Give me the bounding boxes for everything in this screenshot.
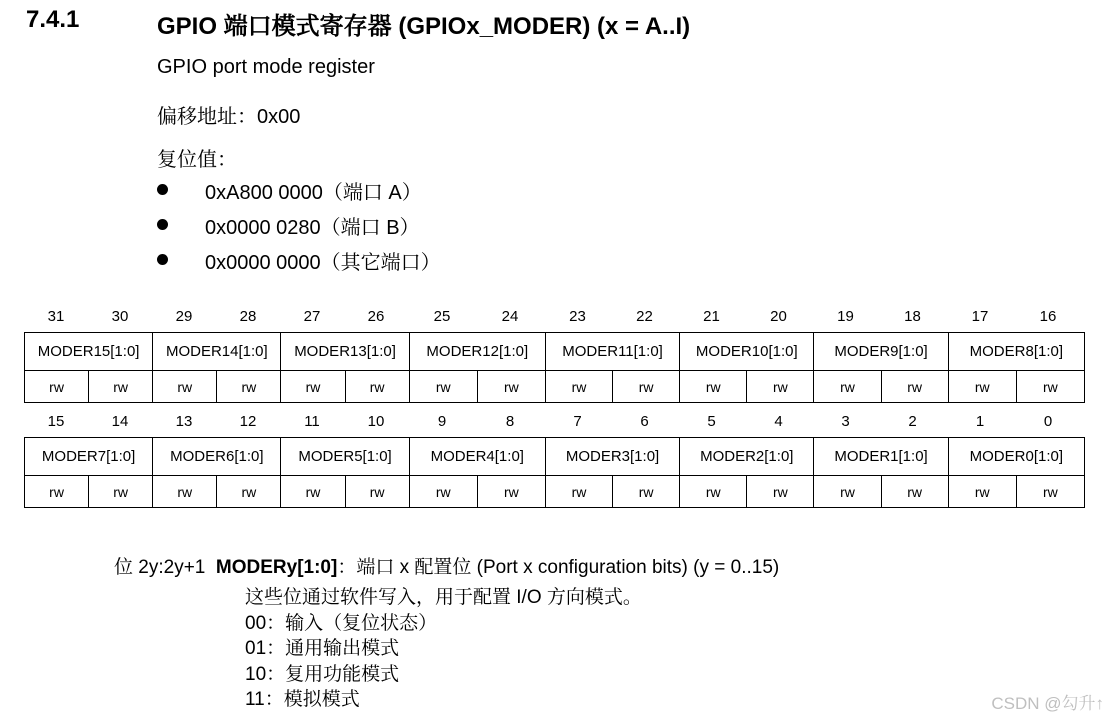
reset-value-item: 0x0000 0280（端口 B）: [205, 217, 420, 239]
bit-range: 位 2y:2y+1: [114, 557, 206, 578]
access-cell: rw: [881, 371, 948, 403]
bit-number: 20: [770, 308, 787, 325]
bit-number: 6: [640, 413, 649, 430]
access-cell: rw: [948, 371, 1016, 403]
access-cell: rw: [1016, 476, 1084, 508]
bit-number: 17: [971, 308, 989, 325]
access-cell: rw: [25, 371, 89, 403]
access-cell: rw: [153, 371, 217, 403]
access-cell: rw: [814, 371, 881, 403]
field-cell: MODER2[1:0]: [680, 438, 814, 476]
field-cell: MODER13[1:0]: [281, 333, 409, 371]
bit-number: 21: [703, 308, 720, 325]
field-cell: MODER15[1:0]: [25, 333, 153, 371]
access-row: [25, 371, 1085, 403]
access-cell: rw: [89, 371, 153, 403]
access-cell: rw: [25, 476, 89, 508]
access-cell: rw: [153, 476, 217, 508]
field-cell: MODER4[1:0]: [409, 438, 545, 476]
mode-option-line: 10：复用功能模式: [245, 664, 400, 685]
bit-number: 29: [175, 308, 193, 325]
description-line: 这些位通过软件写入，用于配置 I/O 方向模式。: [245, 587, 642, 608]
access-cell: rw: [477, 476, 545, 508]
field-cell: MODER6[1:0]: [153, 438, 281, 476]
bit-number: 26: [367, 308, 385, 325]
mode-option-line: 11：模拟模式: [245, 689, 360, 710]
bit-number: 27: [303, 308, 321, 325]
bit-number: 5: [707, 413, 716, 430]
access-cell: rw: [881, 476, 948, 508]
reset-value-label: 复位值：: [157, 149, 237, 171]
lower-bit-numbers: [24, 413, 1085, 435]
field-cell: MODER5[1:0]: [281, 438, 409, 476]
access-cell: rw: [747, 371, 814, 403]
field-cell: MODER9[1:0]: [814, 333, 948, 371]
access-cell: rw: [1016, 371, 1084, 403]
bit-number: 22: [636, 308, 653, 325]
mode-option-line: 00：输入（复位状态）: [245, 613, 438, 634]
bit-number: 7: [573, 413, 582, 430]
access-cell: rw: [217, 476, 281, 508]
bit-number: 16: [1039, 308, 1057, 325]
bullet-icon: [157, 184, 168, 195]
access-cell: rw: [680, 476, 747, 508]
access-row: [25, 476, 1085, 508]
bit-number: 3: [841, 413, 850, 430]
bit-number: 14: [111, 413, 129, 430]
access-cell: rw: [217, 371, 281, 403]
bit-number: 1: [975, 413, 985, 430]
section-title: GPIO 端口模式寄存器 (GPIOx_MODER) (x = A..I): [157, 13, 691, 40]
access-cell: rw: [281, 371, 345, 403]
bit-number: 8: [505, 413, 515, 430]
field-name: MODERy[1:0]: [215, 557, 338, 578]
field-description: ：端口 x 配置位 (Port x configuration bits) (y = 0..15): [337, 557, 780, 578]
access-cell: rw: [89, 476, 153, 508]
field-cell: MODER11[1:0]: [545, 333, 679, 371]
field-cell: MODER3[1:0]: [545, 438, 679, 476]
access-cell: rw: [545, 371, 612, 403]
access-cell: rw: [747, 476, 814, 508]
access-cell: rw: [345, 476, 409, 508]
bit-description-heading: [114, 552, 779, 579]
bit-number: 28: [239, 308, 257, 325]
access-cell: rw: [409, 476, 477, 508]
reset-value-item: 0x0000 0000（其它端口）: [205, 252, 441, 274]
bit-number: 13: [175, 413, 193, 430]
field-name-row: [25, 438, 1085, 476]
access-cell: rw: [948, 476, 1016, 508]
field-cell: MODER1[1:0]: [814, 438, 948, 476]
bullet-icon: [157, 254, 168, 265]
bit-number: 11: [304, 413, 320, 430]
bit-number: 2: [908, 413, 917, 430]
bit-number: 25: [433, 308, 451, 325]
watermark: CSDN @勾升↑: [991, 694, 1104, 713]
bit-number: 18: [904, 308, 921, 325]
field-cell: MODER7[1:0]: [25, 438, 153, 476]
bit-number: 30: [111, 308, 129, 325]
field-cell: MODER0[1:0]: [948, 438, 1084, 476]
access-cell: rw: [814, 476, 881, 508]
offset-address: 偏移地址：0x00: [157, 106, 301, 128]
mode-option-line: 01：通用输出模式: [245, 638, 400, 659]
bit-number: 9: [437, 413, 447, 430]
register-subtitle: GPIO port mode register: [157, 56, 375, 78]
field-name-row: [25, 333, 1085, 371]
field-cell: MODER12[1:0]: [409, 333, 545, 371]
register-map-upper: [24, 332, 1085, 403]
bit-number: 31: [47, 308, 65, 325]
access-cell: rw: [613, 371, 680, 403]
bit-number: 19: [837, 308, 854, 325]
bit-number: 15: [47, 413, 65, 430]
section-number: 7.4.1: [26, 6, 80, 33]
access-cell: rw: [613, 476, 680, 508]
bit-number: 12: [239, 413, 257, 430]
access-cell: rw: [281, 476, 345, 508]
access-cell: rw: [680, 371, 747, 403]
register-map-lower: [24, 437, 1085, 508]
bit-number: 24: [501, 308, 519, 325]
field-cell: MODER8[1:0]: [948, 333, 1084, 371]
bit-number: 10: [367, 413, 385, 430]
bit-number: 23: [569, 308, 586, 325]
access-cell: rw: [409, 371, 477, 403]
bit-number: 4: [774, 413, 783, 430]
bullet-icon: [157, 219, 168, 230]
access-cell: rw: [345, 371, 409, 403]
field-cell: MODER14[1:0]: [153, 333, 281, 371]
access-cell: rw: [545, 476, 612, 508]
upper-bit-numbers: [24, 308, 1085, 330]
bit-number: 0: [1043, 413, 1053, 430]
reset-value-item: 0xA800 0000（端口 A）: [205, 182, 422, 204]
field-cell: MODER10[1:0]: [680, 333, 814, 371]
access-cell: rw: [477, 371, 545, 403]
